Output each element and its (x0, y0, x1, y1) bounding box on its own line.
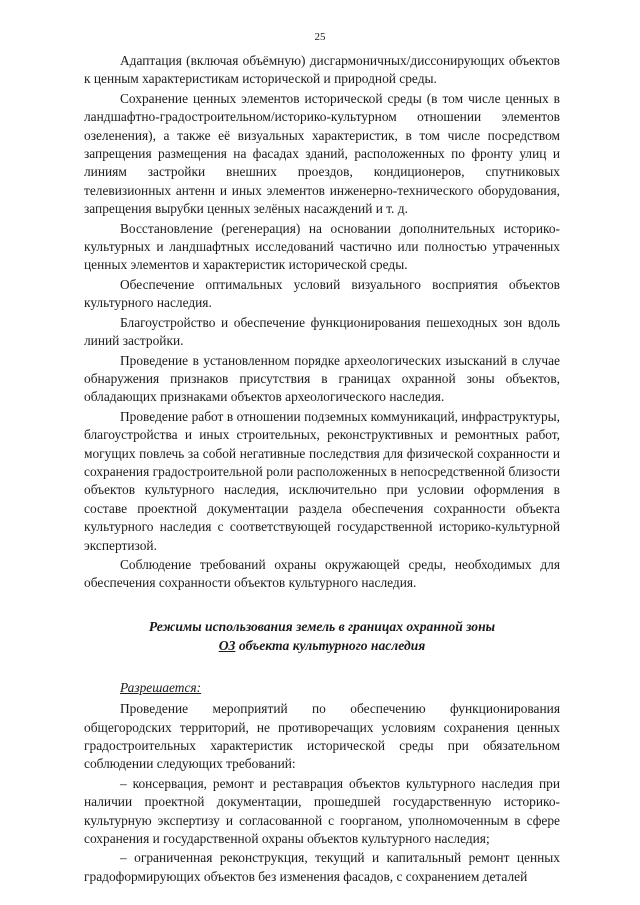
section-title (84, 617, 560, 655)
permitted-subheading: Разрешается: (120, 679, 202, 695)
list-item: – ограниченная реконструкция, текущий и капитальный ремонт ценных градоформирующих объектов без изменения фасадов, с сохранением деталей (84, 850, 560, 884)
list-item: – консервация, ремонт и реставрация объектов культурного наследия при наличии проектной документации, прошедшей государственную историко-культурную экспертизу и согласованной с гоорганом, уполномоченным в сфере сохранения и государственной охраны объектов культурного наследия; (84, 775, 560, 847)
section-title-line1: Режимы использования земель в границах охранной зоны (148, 618, 496, 634)
page-number: 25 (314, 31, 326, 43)
paragraph: Обеспечение оптимальных условий визуального восприятия объектов культурного наследия. (84, 276, 560, 311)
paragraph: Сохранение ценных элементов исторической среды (в том числе ценных в ландшафтно-градостроительном/историко-культурном отношении элементов озеленения), а также её визуальных характеристик, в том числе посредством запрещения размещения на фасадах зданий, расположенных по фронту улиц и линиям застройки внешних проездов, кондиционеров, спутниковых телевизионных антенн и иных элементов инженерно-технического оборудования, запрещения вырубки ценных зелёных насаждений и т. д. (84, 90, 560, 217)
paragraph: Соблюдение требований охраны окружающей среды, необходимых для обеспечения сохранности объектов культурного наследия. (84, 556, 560, 591)
section-title-line2-rest: объекта культурного наследия (235, 637, 426, 653)
paragraph: Проведение мероприятий по обеспечению функционирования общегородских территорий, не противоречащих условиям сохранения ценных градостроительных характеристик исторической среды при обязательном соблюдении следующих требований: (84, 701, 560, 772)
paragraph: Проведение в установленном порядке археологических изысканий в случае обнаружения признаков присутствия в границах охранной зоны объектов, обладающих признаками объектов археологического наследия. (84, 352, 560, 405)
paragraph: Проведение работ в отношении подземных коммуникаций, инфраструктуры, благоустройства и иных строительных, реконструктивных и ремонтных работ, могущих повлечь за собой негативные последствия для физической сохранности и сохранения градостроительной роли расположенных в непосредственной близости объектов культурного наследия, исключительно при условии оформления в составе проектной документации раздела обеспечения сохранности объекта культурного наследия с соответствующей государственной историко-культурной экспертизой. (84, 408, 560, 553)
paragraph: Восстановление (регенерация) на основании дополнительных историко-культурных и ландшафтных исследований частично или полностью утраченных ценных элементов и характеристик исторической среды. (84, 220, 560, 273)
document-body (84, 52, 560, 887)
paragraph: Адаптация (включая объёмную) дисгармоничных/диссонирующих объектов к ценным характеристикам исторической и природной среды. (84, 53, 560, 87)
paragraph: Благоустройство и обеспечение функционирования пешеходных зон вдоль линий застройки. (84, 314, 560, 349)
zone-code: ОЗ (218, 637, 236, 653)
section-title-line2 (84, 636, 560, 655)
